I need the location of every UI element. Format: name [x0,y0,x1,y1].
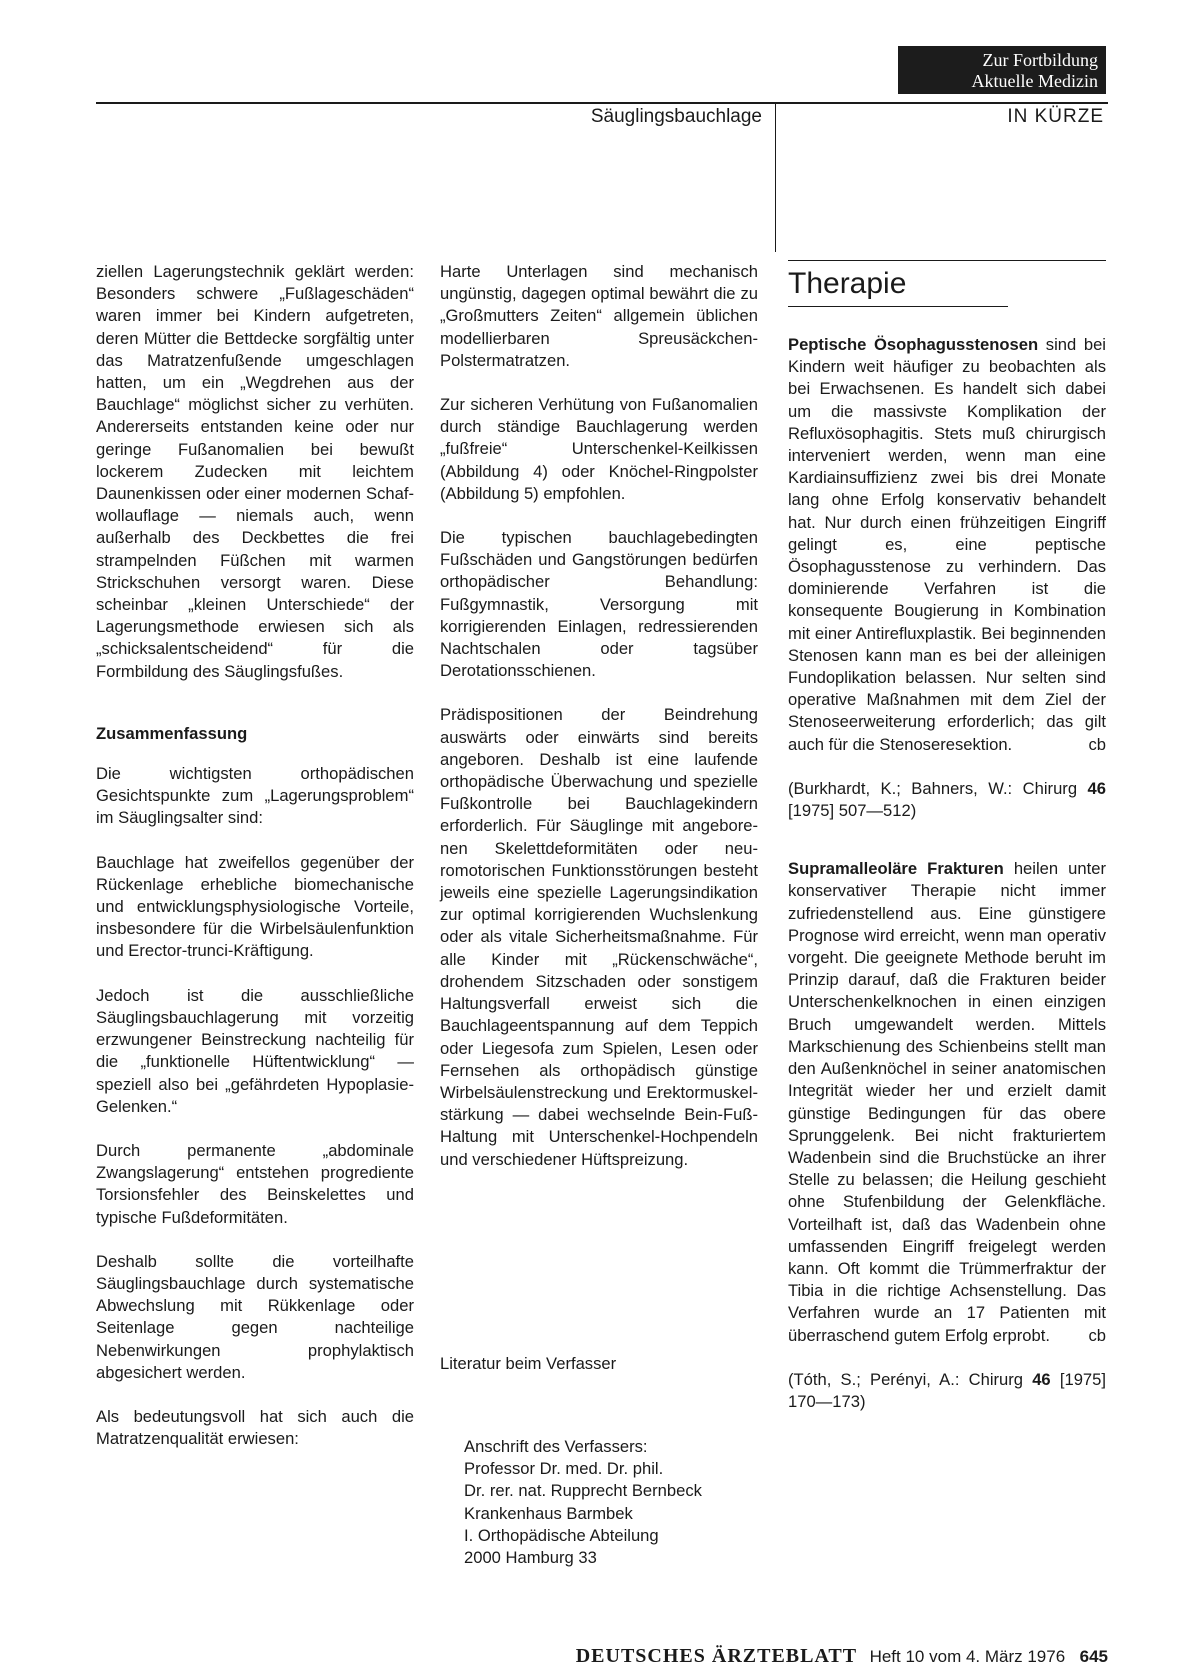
column-1 [96,261,414,1472]
header-divider [775,102,776,252]
running-title: Säuglingsbauchlage [590,106,762,127]
article-1-body: sind bei Kindern weit häufiger zu beobachten als bei Erwachsenen. Es handelt sich dabei um die massivste Komplikation der Refluxösophagitis. Stets muß chirurgisch interveniert werden, wenn man eine Kardiainsuffizienz zwei bis drei Monate lang ohne Erfolg konservativ behandelt hat. Nur durch einen frühzeitigen Eingriff gelingt es, eine peptische Ösophagusstenose zu verhindern. Das dominierende Verfahren ist die konsequente Bougierung in Kombination mit einer Antirefluxplastik. Bei beginnenden Stenosen kann man es bei der alleinigen Fundoplikation belassen. Nur selten sind operative Maßnahmen mit dem Ziel der Stenoseerweiterung erforderlich; das gilt auch für die Stenoseresektion. [788,335,1106,754]
article-2-title: Supramalleoläre Frakturen [788,859,1004,879]
reference-text: [1975] 170—173) [788,1369,1106,1411]
running-section: IN KÜRZE [1007,106,1104,127]
page-footer [470,1645,1108,1668]
section-heading: Therapie [788,267,907,300]
header-rule [96,102,1108,104]
section-badge [898,46,1106,94]
article-2 [788,858,1106,1346]
paragraph: Durch permanente „abdominale Zwangslagerung“ entstehen progrediente Torsionsfehler des Beinskelettes und typische Fußdeformitäten. [96,1140,414,1227]
paragraph: Zur sicheren Verhütung von Fußanomalien durch ständige Bauchlagerung werden „fußfreie“ Unterschenkel-Keilkissen (Abbildung 4) oder Knöchel-Ringpolster (Abbildung 5) empfohlen. [440,395,758,503]
paragraph: Die typischen bauchlagebedingten Fußschäden und Gangstörungen bedürfen orthopädischer Behandlung: Fußgymnastik, Versorgung mit korrigierenden Einlagen, redressierenden Nachtschalen oder tagsüber Derotationsschienen. [440,528,758,681]
badge-line-2: Aktuelle Medizin [971,71,1098,91]
column-3 [788,334,1106,1435]
address-line: 2000 Hamburg 33 [464,1548,597,1568]
reference-text: (Burkhardt, K.; Bahners, W.: Chirurg [788,778,1088,798]
summary-heading: Zusammenfassung [96,723,248,743]
column-2 [440,261,758,1193]
address-line: I. Orthopädische Abteilung [464,1525,659,1545]
article-1-reference [788,778,1106,822]
article-1 [788,334,1106,756]
article-2-body: heilen unter konservativer Therapie nicht immer zufriedenstellend aus. Eine günstigere Prognose wird erreicht, wenn man operativ vorgeht. Die geeignete Methode beruht im Prinzip darauf, daß die Frakturen beider Unterschenkelknochen in einen einzigen Bruch umgewandelt werden. Mittels Markschienung des Schienbeins stellt man den Außenknöchel in seiner anatomischen Integrität wieder her und erzielt damit günstige Bedingungen für das obere Sprunggelenk. Bei nicht frakturiertem Wadenbein sind die Bruchstücke an ihrer Stelle zu belassen; die Heilung geschieht ohne Stufenbildung der Gelenkfläche. Vorteilhaft ist, daß das Wadenbein ohne umfassenden Eingriff freigelegt werden kann. Oft kommt die Trümmerfraktur der Tibia in die richtige Achsenstellung. Das Verfahren wurde an 17 Patienten mit überraschend gutem Erfolg erprobt. [788,859,1106,1345]
paragraph: ziellen Lagerungstechnik geklärt werden: Besonders schwere „Fußlageschäden“ waren immer bei Kindern aufgetreten, deren Mütter die Bettdecke sorgfältig unter das Matratzenfußende umgeschlagen hatten, um ein „Wegdrehen aus der Bauchlage“ möglichst sicher zu verhüten. Andererseits entstanden keine oder nur geringe Fußanomalien bei bewußt lockerem Zudecken mit leichtem Daunenkissen oder einer modernen Schafwollauflage — niemals auch, wenn außerhalb des Deckbettes die frei strampelnden Füßchen mit warmen Strickschuhen versorgt waren. Diese scheinbar „kleinen Unterschiede“ der Lagerungsmethode erwiesen sich als „schicksalentscheidend“ für die Formbildung des Säuglingsfußes. [96,262,414,681]
section-rule-top [788,260,1106,261]
reference-text: [1975] 507—512) [788,801,917,821]
paragraph: Jedoch ist die ausschließliche Säuglingsbauchlagerung mit vorzeitig erzwungener Beinstreckung nachteilig für die „funktionelle Hüftentwicklung“ — speziell also bei „gefährdeten Hypoplasie-Gelenken.“ [96,985,414,1116]
paragraph: Als bedeutungsvoll hat sich auch die Matratzenqualität erwiesen: [96,1406,414,1449]
address-line: Anschrift des Verfassers: [464,1437,648,1456]
reference-volume: 46 [1087,778,1106,798]
issue-info: Heft 10 vom 4. März 1976 [869,1647,1066,1666]
article-2-reference [788,1369,1106,1413]
reference-text: (Tóth, S.; Perényi, A.: Chirurg [788,1369,1033,1389]
paragraph: Harte Unterlagen sind mechanisch ungünstig, dagegen optimal bewährt die zu „Großmutters Zeiten“ allgemein üblichen modellierbaren Spreusäckchen-Polstermatratzen. [440,262,758,370]
paragraph: Deshalb sollte die vorteilhafte Säuglingsbauchlage durch systematische Abwechslung mit Rükkenlage oder Seitenlage gegen nachteilige Nebenwirkungen prophylaktisch abgesichert werden. [96,1251,414,1382]
reference-volume: 46 [1032,1369,1051,1389]
literature-note: Literatur beim Verfasser [440,1354,617,1373]
article-2-signature: cb [1088,1325,1106,1345]
section-rule-bottom [788,306,1008,307]
author-address [464,1436,764,1569]
badge-line-1: Zur Fortbildung [982,50,1098,70]
article-1-title: Peptische Ösophagusstenosen [788,335,1039,354]
address-line: Krankenhaus Barmbek [464,1503,633,1523]
address-line: Professor Dr. med. Dr. phil. [464,1459,664,1479]
paragraph: Die wichtigsten orthopädischen Gesichtspunkte zum „Lagerungsproblem“ im Säuglingsalter sind: [96,764,414,828]
page-number: 645 [1079,1647,1108,1666]
address-line: Dr. rer. nat. Rupprecht Bernbeck [464,1481,702,1501]
journal-masthead: DEUTSCHES ÄRZTEBLATT [575,1645,858,1667]
article-1-signature: cb [1088,734,1106,754]
paragraph: Prädispositionen der Beindrehung auswärts oder einwärts sind bereits angeboren. Deshalb ist eine laufende orthopädische Überwachung und spezielle Fußkontrolle bei Bauchlagekindern erforderlich. Für Säuglinge mit angeborenen Skelettdeformitäten oder neuromotorischen Funktionsstörungen besteht jeweils eine spezielle Lagerungsindikation zur optimal korrigierenden Wuchslenkung oder als vitale Sicherheitsmaßnahme. Für alle Kinder mit „Rückenschwäche“, drohendem Sitzschaden oder sonstigem Haltungsverfall erweist sich die Bauchlageentspannung auf dem Teppich oder Liegesofa zum Spielen, Lesen oder Fernsehen als orthopädisch günstige Wirbelsäulenstreckung und Erektormuskelstärkung — dabei wechselnde Bein-Fuß-Haltung mit Unterschenkel-Hochpendeln und verschiedener Hüftspreizung. [440,705,758,1169]
paragraph: Bauchlage hat zweifellos gegenüber der Rückenlage erhebliche biomechanische und entwicklungsphysiologische Vorteile, insbesondere für die Wirbelsäulenfunktion und Erector-trunci-Kräftigung. [96,852,414,961]
